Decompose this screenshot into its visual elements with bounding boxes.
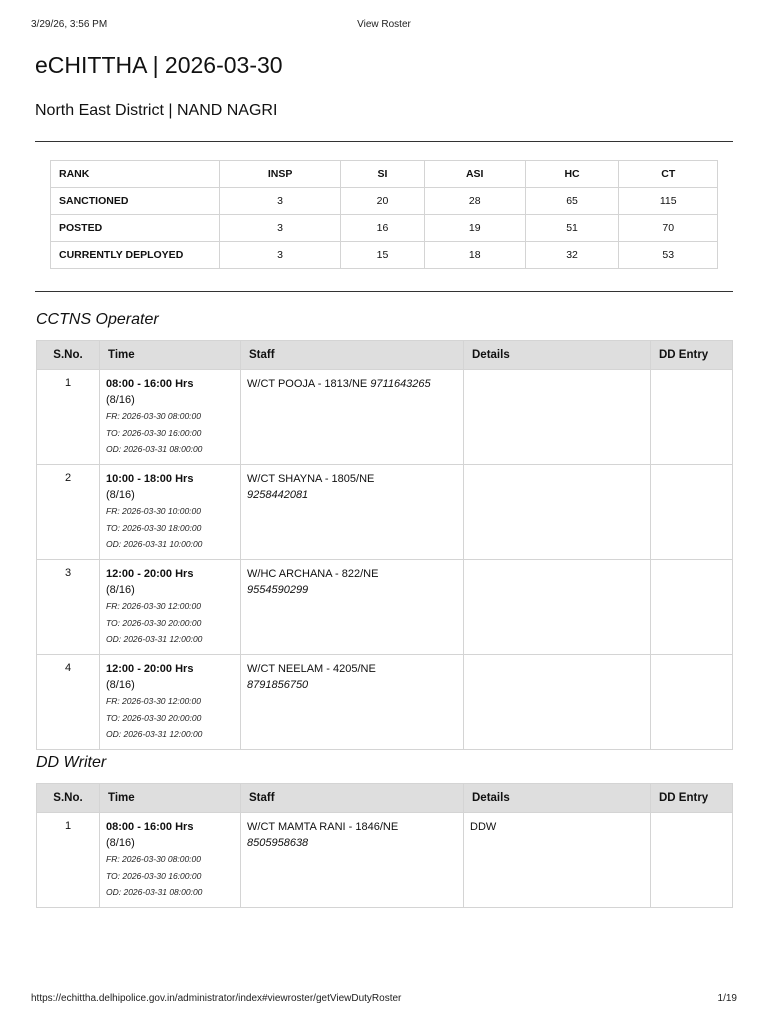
row-time [100,813,241,908]
staff-phone: 9711643265 [370,378,431,390]
row-staff [241,560,464,655]
strength-value: 115 [619,188,718,215]
row-dd-entry [651,655,733,750]
print-page-title: View Roster [357,19,411,30]
strength-header-cell: RANK [51,161,220,188]
staff-phone: 9554590299 [247,584,309,596]
table-row [37,560,733,655]
print-date: 3/29/26, 3:56 PM [31,19,108,30]
shift-from: FR: 2026-03-30 12:00:00 [106,601,201,611]
row-dd-entry [651,560,733,655]
row-sno: 1 [37,370,100,465]
row-time [100,465,241,560]
shift-to: TO: 2026-03-30 16:00:00 [106,427,202,438]
strength-row-sanctioned [51,188,718,215]
shift-time: 12:00 - 20:00 Hrs [106,663,194,675]
strength-header-cell: INSP [220,161,341,188]
shift-from: FR: 2026-03-30 12:00:00 [106,696,201,706]
strength-value: 51 [525,215,619,242]
staff-phone: 8505958638 [247,837,309,849]
col-header-staff: Staff [241,341,464,370]
shift-time: 08:00 - 16:00 Hrs [106,821,194,833]
print-header [31,19,737,33]
row-details [464,655,651,750]
page-number: 1/19 [717,993,737,1004]
shift-time: 10:00 - 18:00 Hrs [106,473,194,485]
page-title: eCHITTHA | 2026-03-30 [35,52,283,78]
col-header-time: Time [100,784,241,813]
col-header-dd-entry: DD Entry [651,341,733,370]
row-time [100,655,241,750]
strength-value: 18 [424,242,525,269]
row-staff [241,655,464,750]
row-staff [241,465,464,560]
shift-duration: (8/16) [106,584,135,596]
strength-row-posted [51,215,718,242]
shift-to: TO: 2026-03-30 18:00:00 [106,522,202,533]
col-header-sno: S.No. [37,784,100,813]
shift-time: 12:00 - 20:00 Hrs [106,568,194,580]
section-title-dd-writer: DD Writer [36,754,107,771]
shift-from: FR: 2026-03-30 10:00:00 [106,506,201,516]
staff-phone: 9258442081 [247,489,309,501]
shift-from: FR: 2026-03-30 08:00:00 [106,411,201,421]
staff-name: W/HC ARCHANA - 822/NE [247,568,379,580]
staff-name: W/CT NEELAM - 4205/NE [247,663,376,675]
row-sno: 1 [37,813,100,908]
shift-duration: (8/16) [106,837,135,849]
row-staff [241,370,464,465]
print-footer [31,993,737,1007]
shift-od: OD: 2026-03-31 08:00:00 [106,887,203,897]
strength-header-cell: HC [525,161,619,188]
shift-duration: (8/16) [106,489,135,501]
table-row [37,370,733,465]
table-row [37,655,733,750]
strength-row-label: POSTED [51,215,220,242]
roster-header-row [37,341,733,370]
section-title-cctns: CCTNS Operater [36,311,159,328]
shift-time: 08:00 - 16:00 Hrs [106,378,194,390]
row-dd-entry [651,813,733,908]
strength-value: 20 [341,188,425,215]
strength-value: 3 [220,215,341,242]
strength-value: 65 [525,188,619,215]
col-header-dd-entry: DD Entry [651,784,733,813]
details-text: DDW [470,821,497,833]
col-header-time: Time [100,341,241,370]
strength-header-row [51,161,718,188]
strength-value: 28 [424,188,525,215]
row-details [464,560,651,655]
strength-value: 16 [341,215,425,242]
roster-header-row [37,784,733,813]
row-sno: 4 [37,655,100,750]
print-url: https://echittha.delhipolice.gov.in/administrator/index#viewroster/getViewDutyRoster [31,993,402,1004]
divider-top [35,141,733,142]
row-time [100,370,241,465]
divider-bottom [35,291,733,292]
shift-duration: (8/16) [106,679,135,691]
strength-header-cell: CT [619,161,718,188]
roster-table-dd-writer [36,783,733,908]
staff-name: W/CT MAMTA RANI - 1846/NE [247,821,399,833]
row-dd-entry [651,465,733,560]
strength-value: 3 [220,188,341,215]
shift-od: OD: 2026-03-31 08:00:00 [106,444,203,454]
strength-table [50,160,718,269]
row-sno: 3 [37,560,100,655]
roster-table-cctns [36,340,733,750]
col-header-details: Details [464,341,651,370]
staff-name: W/CT SHAYNA - 1805/NE [247,473,375,485]
row-details [464,465,651,560]
strength-header-cell: ASI [424,161,525,188]
shift-to: TO: 2026-03-30 20:00:00 [106,712,202,723]
strength-value: 70 [619,215,718,242]
strength-value: 32 [525,242,619,269]
table-row [37,465,733,560]
shift-to: TO: 2026-03-30 16:00:00 [106,870,202,881]
row-dd-entry [651,370,733,465]
col-header-sno: S.No. [37,341,100,370]
shift-od: OD: 2026-03-31 12:00:00 [106,634,203,644]
shift-from: FR: 2026-03-30 08:00:00 [106,854,201,864]
shift-od: OD: 2026-03-31 10:00:00 [106,539,203,549]
staff-phone: 8791856750 [247,679,309,691]
shift-to: TO: 2026-03-30 20:00:00 [106,617,202,628]
row-details [464,813,651,908]
strength-row-deployed [51,242,718,269]
strength-value: 15 [341,242,425,269]
row-details [464,370,651,465]
page-subtitle: North East District | NAND NAGRI [35,102,278,119]
shift-od: OD: 2026-03-31 12:00:00 [106,729,203,739]
row-sno: 2 [37,465,100,560]
strength-value: 3 [220,242,341,269]
strength-row-label: SANCTIONED [51,188,220,215]
row-staff [241,813,464,908]
strength-value: 19 [424,215,525,242]
strength-row-label: CURRENTLY DEPLOYED [51,242,220,269]
row-time [100,560,241,655]
table-row [37,813,733,908]
strength-header-cell: SI [341,161,425,188]
col-header-staff: Staff [241,784,464,813]
col-header-details: Details [464,784,651,813]
staff-name: W/CT POOJA - 1813/NE [247,378,368,390]
strength-value: 53 [619,242,718,269]
shift-duration: (8/16) [106,394,135,406]
